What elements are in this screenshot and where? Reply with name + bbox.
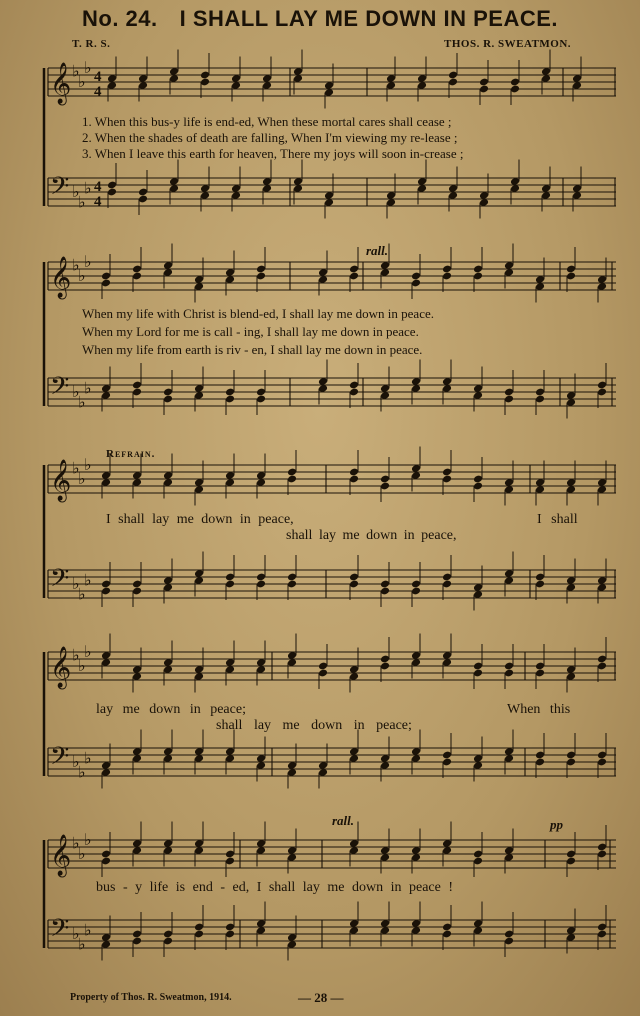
flat-icon: ♭	[78, 844, 86, 863]
treble-clef-icon-3: 𝄞	[50, 460, 72, 501]
bass-clef-icon-2: 𝄢	[50, 372, 70, 407]
refrain-label: Refrain.	[106, 448, 156, 460]
flat-icon: ♭	[72, 833, 80, 853]
refrain-lyric-4: shall lay me down in peace;	[216, 718, 412, 733]
treble-staff-4	[48, 652, 616, 680]
refrain-lyric-3b: When this	[507, 702, 571, 717]
verse-3-line-a: 3. When I leave this earth for heaven, There my joys will soon in-crease ;	[82, 146, 464, 161]
time-signature-bottom: 4	[94, 84, 102, 100]
bass-clef-icon-3: 𝄢	[50, 564, 70, 599]
flat-icon: ♭	[72, 645, 80, 665]
hymn-number: No. 24.	[82, 6, 158, 31]
flat-icon: ♭	[84, 570, 92, 590]
bass-clef-icon-4: 𝄢	[50, 742, 70, 777]
flat-icon: ♭	[72, 574, 80, 593]
rall-marking-2: rall.	[332, 813, 355, 828]
verse-2-line-a: 2. When the shades of death are falling, When I'm viewing my re-lease ;	[82, 130, 458, 145]
flat-icon: ♭	[84, 58, 92, 77]
flat-icon: ♭	[72, 382, 80, 401]
lyricist-credit: T. R. S.	[72, 38, 111, 50]
flat-icon: ♭	[84, 252, 92, 271]
refrain-lyric-5: bus - y life is end - ed, I shall lay me down in peace !	[96, 880, 454, 895]
flat-icon: ♭	[78, 392, 86, 412]
flat-icon: ♭	[78, 266, 86, 285]
flat-icon: ♭	[78, 762, 86, 782]
copyright-notice: Property of Thos. R. Sweatmon, 1914.	[70, 992, 232, 1003]
time-signature-bottom-bass: 4	[94, 194, 102, 210]
flat-icon: ♭	[78, 192, 86, 212]
flat-icon: ♭	[78, 656, 86, 675]
flat-icon: ♭	[84, 920, 92, 940]
hymn-title: I SHALL LAY ME DOWN IN PEACE.	[179, 6, 558, 31]
flat-icon: ♭	[78, 934, 86, 954]
flat-icon: ♭	[84, 178, 92, 198]
verse-1-line-a: 1. When this bus-y life is end-ed, When these mortal cares shall cease ;	[82, 114, 452, 129]
refrain-lyric-1a: I shall lay me down in peace,	[106, 512, 294, 527]
composer-credit: THOS. R. SWEATMON.	[444, 38, 572, 50]
flat-icon: ♭	[72, 752, 80, 771]
refrain-lyric-3a: lay me down in peace;	[96, 702, 246, 717]
flat-icon: ♭	[84, 748, 92, 768]
flat-icon: ♭	[84, 378, 92, 398]
flat-icon: ♭	[72, 182, 80, 201]
treble-clef-icon-4: 𝄞	[50, 647, 72, 688]
pp-marking: pp	[550, 817, 563, 832]
flat-icon: ♭	[72, 61, 80, 81]
treble-clef-icon-1: 𝄞	[50, 63, 72, 104]
flat-icon: ♭	[84, 455, 92, 474]
verse-3-line-b: When my life from earth is riv - en, I shall lay me down in peace.	[82, 342, 423, 357]
treble-clef-icon-5: 𝄞	[50, 835, 72, 876]
time-signature-top-bass: 4	[94, 179, 102, 195]
flat-icon: ♭	[78, 72, 86, 91]
page-number: — 28 —	[298, 990, 344, 1005]
flat-icon: ♭	[72, 458, 80, 478]
verse-1-line-b: When my life with Christ is blend-ed, I shall lay me down in peace.	[82, 306, 434, 321]
refrain-lyric-1b: I shall	[537, 512, 578, 527]
treble-clef-icon-2: 𝄞	[50, 257, 72, 298]
music-clefs	[50, 58, 102, 954]
bass-clef-icon-1: 𝄢	[50, 172, 70, 207]
bass-clef-icon-5: 𝄢	[50, 914, 70, 949]
verse-2-line-b: When my Lord for me is call - ing, I shall lay me down in peace.	[82, 324, 419, 339]
flat-icon: ♭	[84, 830, 92, 849]
flat-icon: ♭	[78, 469, 86, 488]
flat-icon: ♭	[84, 642, 92, 661]
flat-icon: ♭	[72, 924, 80, 943]
refrain-lyric-2: shall lay me down in peace,	[286, 528, 457, 543]
flat-icon: ♭	[72, 255, 80, 275]
flat-icon: ♭	[78, 584, 86, 604]
rall-marking-1: rall.	[366, 243, 389, 258]
time-signature-top: 4	[94, 69, 102, 85]
